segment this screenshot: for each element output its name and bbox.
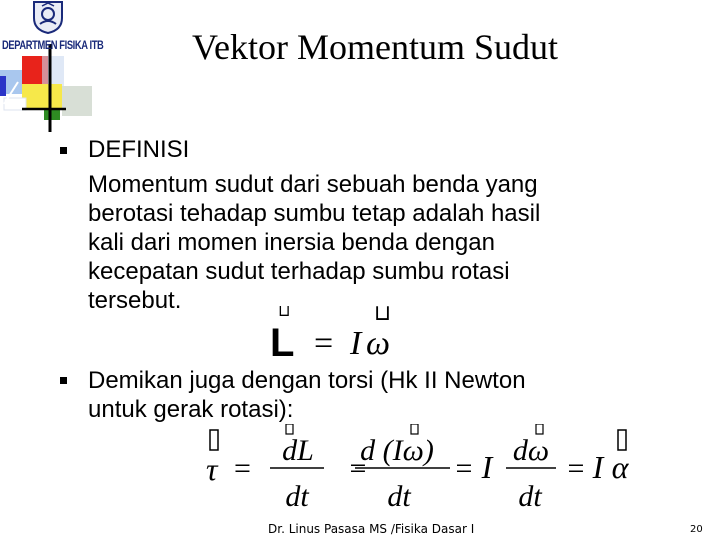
institution-emblem-icon — [30, 0, 66, 34]
definition-paragraph — [88, 170, 540, 315]
eq2-numerator-domega: dω — [512, 434, 550, 467]
department-label: DEPARTMEN FISIKA ITB — [2, 38, 104, 52]
eq2-equals: = — [455, 452, 473, 485]
eq2-numerator-dIomega: d (Iω) — [360, 434, 434, 467]
paragraph-line: kecepatan sudut terhadap sumbu rotasi — [88, 258, 510, 285]
vector-box-glyph — [210, 430, 218, 450]
eq2-alpha: α — [611, 449, 629, 485]
paragraph-line: berotasi tehadap sumbu tetap adalah hasil — [88, 200, 541, 227]
eq2-equals: = — [349, 452, 367, 485]
slide-title: Vektor Momentum Sudut — [192, 27, 558, 67]
footer-credit: Dr. Linus Pasasa MS /Fisika Dasar I — [268, 522, 475, 536]
eq2-inertia: I — [592, 449, 604, 485]
vector-box-glyph — [286, 424, 293, 434]
bullet-marker — [60, 377, 67, 384]
vector-glyph: ⊔ — [278, 301, 291, 320]
page-number: 20 — [690, 524, 703, 535]
eq1-inertia: I — [350, 325, 362, 360]
vector-box-glyph — [618, 430, 626, 450]
paragraph-line: tersebut. — [88, 287, 182, 314]
eq2-equals: = — [567, 452, 585, 485]
eq1-lhs: L — [270, 321, 295, 360]
torque-equation — [200, 424, 640, 516]
eq2-denominator: dt — [285, 480, 309, 513]
torque-paragraph — [88, 366, 526, 424]
eq2-equals: = — [234, 452, 251, 485]
eq1-equals: = — [314, 325, 334, 360]
paragraph-line: kali dari momen inersia benda dengan — [88, 229, 495, 256]
vector-box-glyph — [536, 424, 543, 434]
vector-box-glyph — [411, 424, 418, 434]
angular-momentum-equation — [262, 298, 412, 360]
definition-heading: DEFINISI — [88, 136, 190, 163]
eq2-inertia: I — [481, 449, 493, 485]
paragraph-line: Momentum sudut dari sebuah benda yang — [88, 171, 538, 198]
bullet-marker — [60, 147, 67, 154]
paragraph-line: untuk gerak rotasi): — [88, 396, 294, 423]
eq1-omega: ω — [366, 325, 391, 360]
vector-glyph: ⊔ — [374, 301, 392, 326]
eq2-tau: τ — [206, 451, 218, 487]
eq2-denominator: dt — [387, 480, 411, 513]
eq2-denominator: dt — [518, 480, 542, 513]
paragraph-line: Demikan juga dengan torsi (Hk II Newton — [88, 367, 526, 394]
eq2-numerator-dl: dL — [282, 434, 314, 467]
